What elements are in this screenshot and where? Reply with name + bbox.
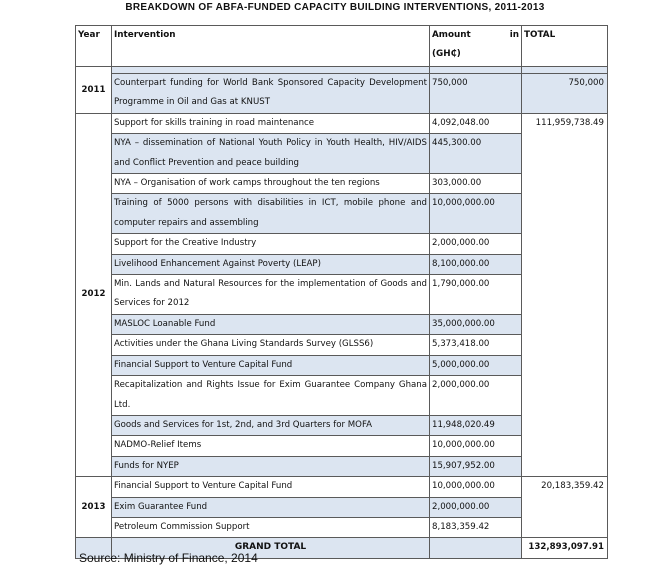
- amount-cell: 4,092,048.00: [430, 113, 522, 133]
- year-header: Year: [76, 26, 112, 67]
- intervention-cell: NYA – dissemination of National Youth Policy in Youth Health, HIV/AIDS and Conflict Prevention and peace building: [112, 134, 430, 174]
- amount-cell: 11,948,020.49: [430, 415, 522, 435]
- source-note: Source: Ministry of Finance, 2014: [79, 551, 258, 565]
- grand-total-value: 132,893,097.91: [522, 538, 608, 558]
- header-row: [76, 26, 608, 67]
- amount-cell: 445,300.00: [430, 134, 522, 174]
- table-row: [76, 477, 608, 497]
- intervention-cell: NYA – Organisation of work camps throughout the ten regions: [112, 174, 430, 194]
- interventions-table: [75, 25, 608, 559]
- year-cell-2012: 2012: [76, 113, 112, 476]
- amount-cell: 8,183,359.42: [430, 517, 522, 537]
- amount-header: [430, 26, 522, 67]
- table-title: BREAKDOWN OF ABFA-FUNDED CAPACITY BUILDING INTERVENTIONS, 2011-2013: [125, 2, 545, 13]
- amount-cell: 1,790,000.00: [430, 275, 522, 315]
- intervention-cell: Recapitalization and Rights Issue for Exim Guarantee Company Ghana Ltd.: [112, 376, 430, 416]
- amount-cell: 2,000,000.00: [430, 497, 522, 517]
- intervention-cell: Financial Support to Venture Capital Fund: [112, 355, 430, 375]
- amount-cell: 303,000.00: [430, 174, 522, 194]
- intervention-cell: NADMO-Relief Items: [112, 436, 430, 456]
- grand-total-label: GRAND TOTAL: [112, 538, 430, 558]
- intervention-cell: Funds for NYEP: [112, 456, 430, 476]
- spacer-row: [76, 67, 608, 74]
- intervention-cell: Support for the Creative Industry: [112, 234, 430, 254]
- intervention-cell: Training of 5000 persons with disabilities in ICT, mobile phone and computer repairs and assembling: [112, 194, 430, 234]
- amount-cell: 2,000,000.00: [430, 376, 522, 416]
- intervention-cell: Livelihood Enhancement Against Poverty (LEAP): [112, 254, 430, 274]
- amount-cell: 5,373,418.00: [430, 335, 522, 355]
- intervention-cell: Exim Guarantee Fund: [112, 497, 430, 517]
- intervention-cell: Min. Lands and Natural Resources for the implementation of Goods and Services for 2012: [112, 275, 430, 315]
- total-cell-2013: 20,183,359.42: [522, 477, 608, 538]
- intervention-cell: Goods and Services for 1st, 2nd, and 3rd Quarters for MOFA: [112, 415, 430, 435]
- year-cell-2013: 2013: [76, 477, 112, 538]
- intervention-cell: Activities under the Ghana Living Standards Survey (GLSS6): [112, 335, 430, 355]
- table-row: [76, 74, 608, 114]
- amount-cell: 750,000: [430, 74, 522, 114]
- total-cell-2011: 750,000: [522, 74, 608, 114]
- intervention-cell: Support for skills training in road maintenance: [112, 113, 430, 133]
- amount-header-currency: (GH₵): [432, 49, 461, 60]
- year-cell-2011: 2011: [76, 67, 112, 114]
- intervention-cell: MASLOC Loanable Fund: [112, 314, 430, 334]
- intervention-cell: Petroleum Commission Support: [112, 517, 430, 537]
- amount-header-in: in: [509, 30, 519, 40]
- total-cell-2012: 111,959,738.49: [522, 113, 608, 476]
- amount-cell: 35,000,000.00: [430, 314, 522, 334]
- amount-cell: 8,100,000.00: [430, 254, 522, 274]
- intervention-cell: Counterpart funding for World Bank Sponsored Capacity Development Programme in Oil and Gas at KNUST: [112, 74, 430, 114]
- amount-cell: 2,000,000.00: [430, 234, 522, 254]
- amount-cell: 10,000,000.00: [430, 477, 522, 497]
- amount-cell: 15,907,952.00: [430, 456, 522, 476]
- table-row: [76, 113, 608, 133]
- intervention-header: Intervention: [112, 26, 430, 67]
- amount-cell: 10,000,000.00: [430, 436, 522, 456]
- amount-header-label: Amount: [432, 30, 471, 40]
- intervention-cell: Financial Support to Venture Capital Fund: [112, 477, 430, 497]
- total-header: TOTAL: [522, 26, 608, 67]
- amount-cell: 5,000,000.00: [430, 355, 522, 375]
- amount-cell: 10,000,000.00: [430, 194, 522, 234]
